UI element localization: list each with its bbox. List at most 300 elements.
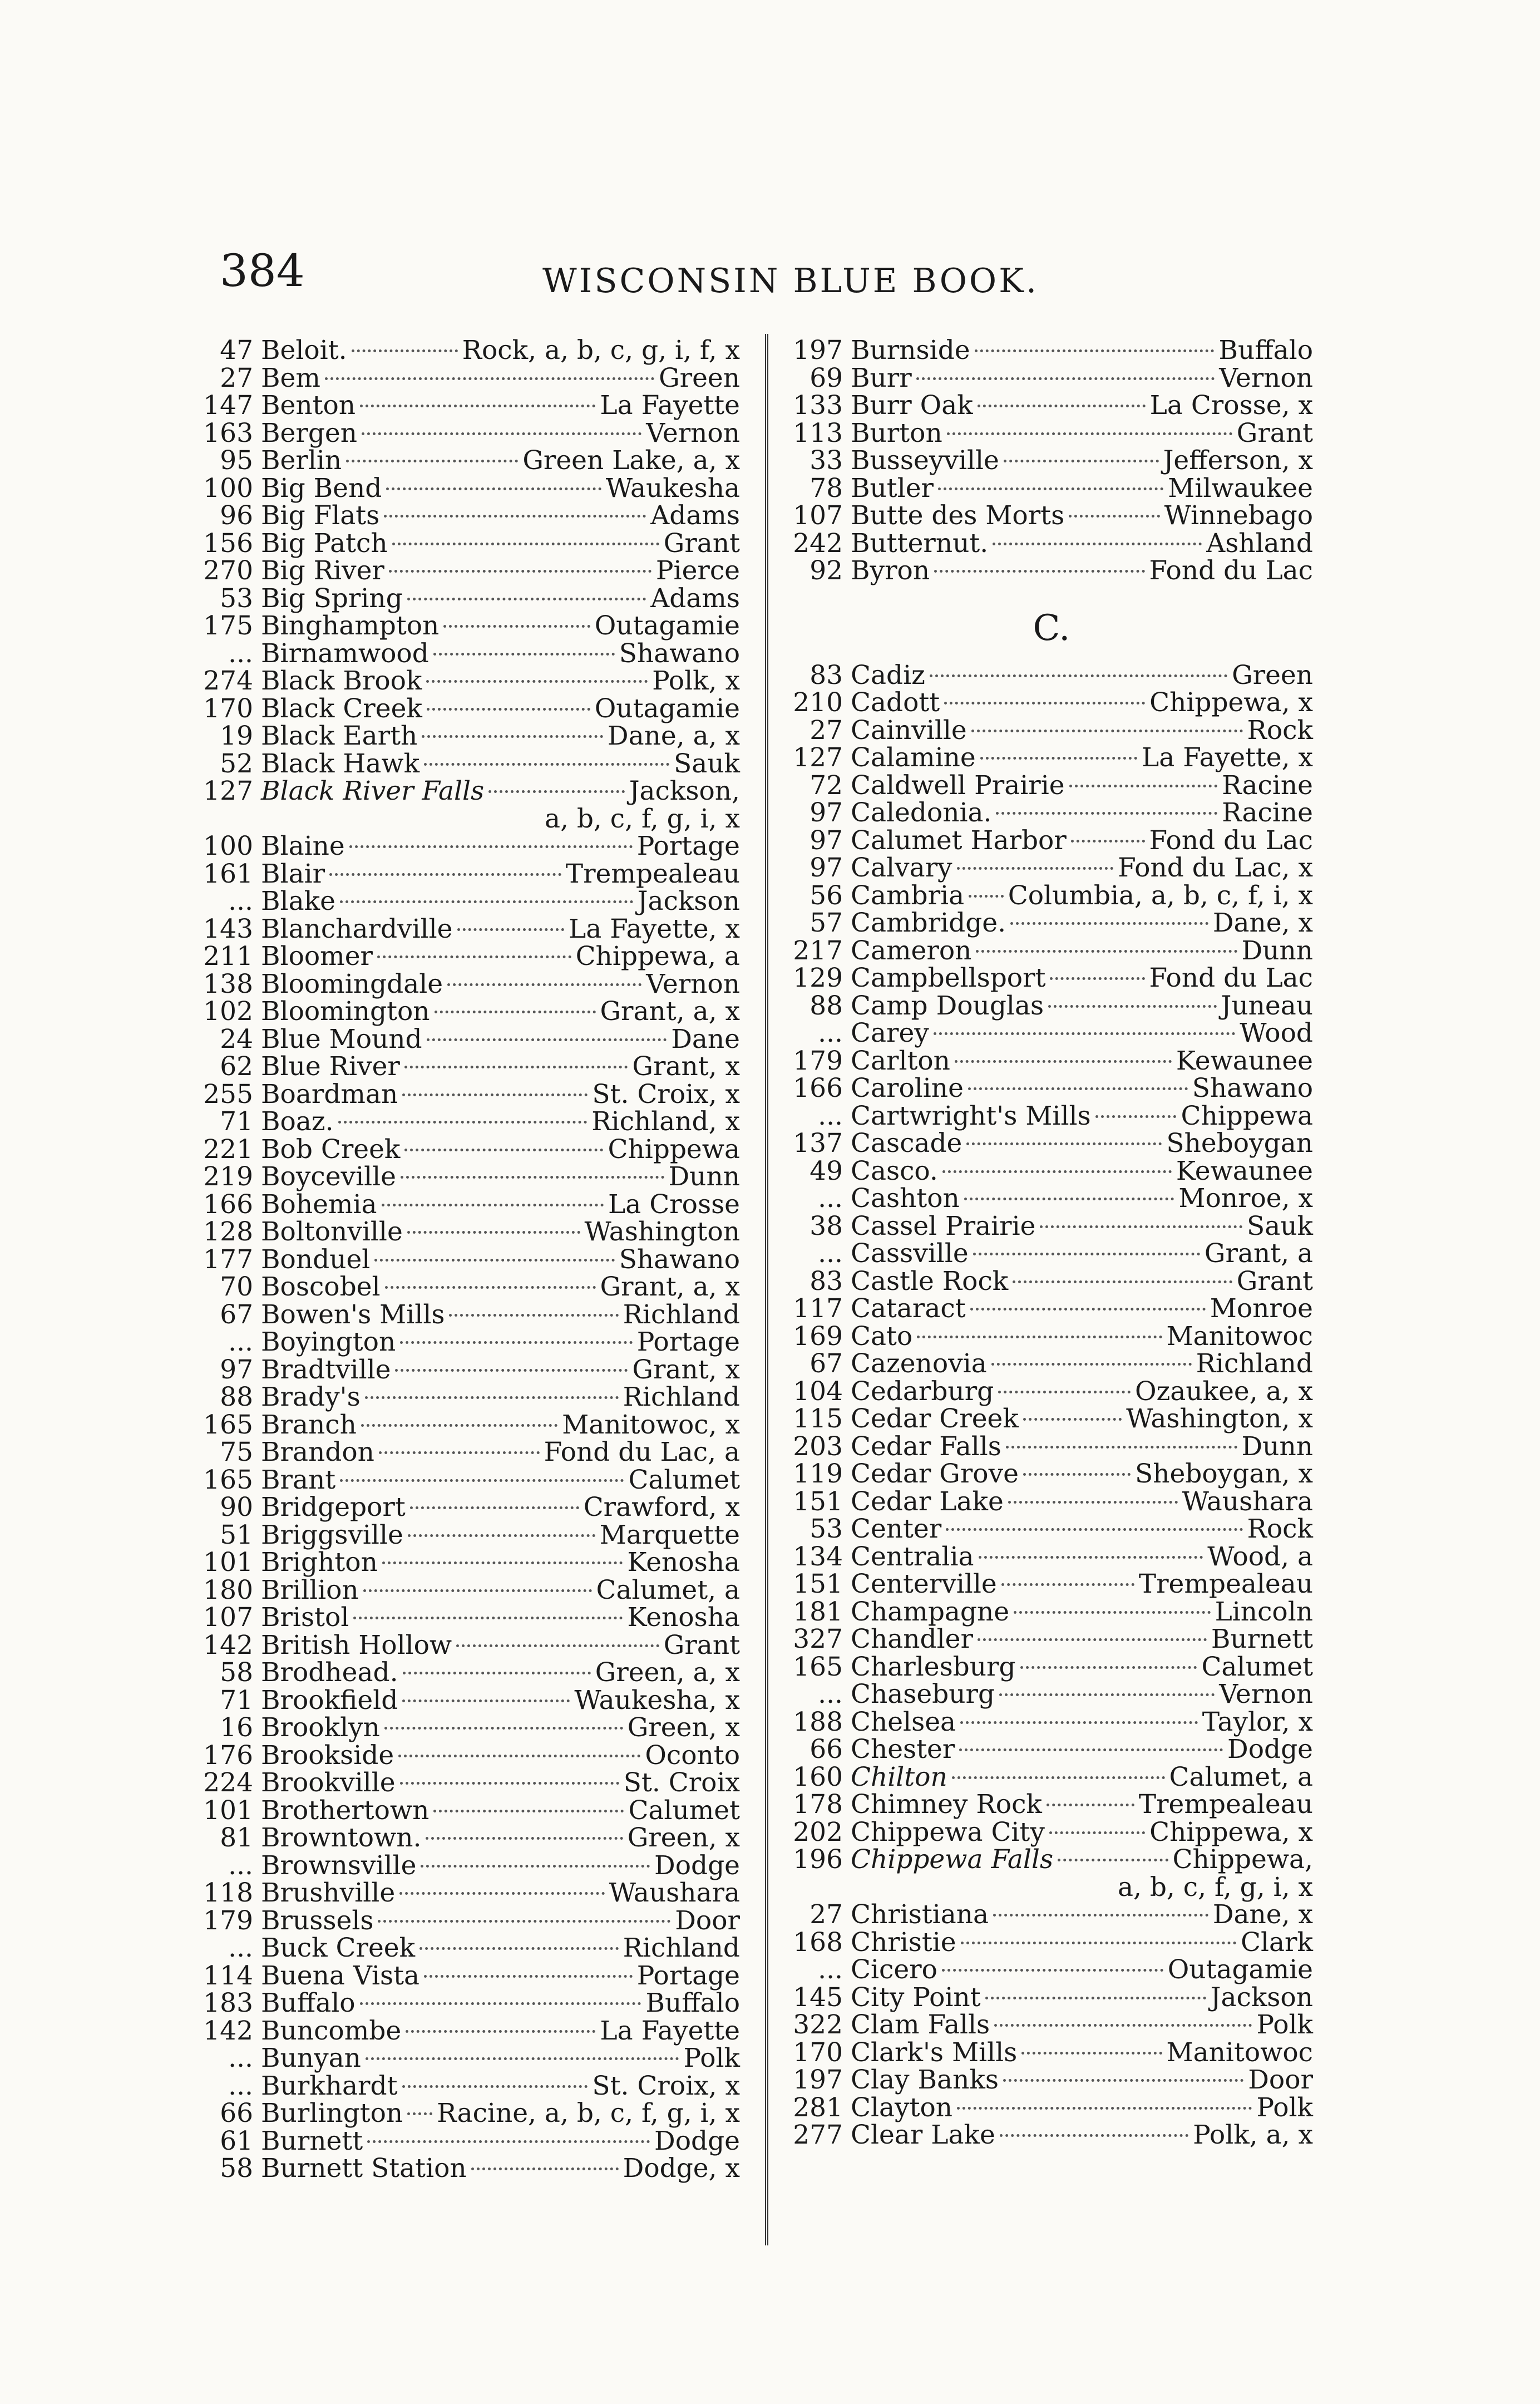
entry-place: Brillion (261, 1574, 359, 1605)
entry-place: Buck Creek (261, 1933, 416, 1963)
leader-dots (1050, 977, 1144, 980)
entry-place: Bowen's Mills (261, 1299, 445, 1330)
index-entry (790, 1350, 1313, 1378)
index-entry (200, 860, 740, 888)
entry-county: Richland (623, 1933, 740, 1963)
section-letter: C. (1033, 607, 1070, 649)
index-entry (200, 1769, 740, 1797)
leader-dots (362, 432, 641, 435)
entry-place: Carey (851, 1018, 929, 1048)
index-entry (200, 2017, 740, 2045)
entry-county: Buffalo (645, 1988, 740, 2018)
entry-place: Caroline (851, 1073, 964, 1104)
entry-county: Grant, x (632, 1051, 740, 1082)
leader-dots (1069, 785, 1217, 787)
leader-dots (340, 900, 633, 903)
entry-county: Polk (1256, 2092, 1313, 2123)
index-entry (790, 2039, 1313, 2067)
index-entry (790, 2121, 1313, 2149)
leader-dots (976, 950, 1237, 953)
leader-dots (938, 487, 1163, 490)
entry-place: Brady's (261, 1382, 361, 1412)
index-entry (200, 1078, 740, 1110)
index-entry (200, 915, 740, 943)
index-entry (200, 557, 740, 585)
entry-place: Caldwell Prairie (851, 770, 1065, 801)
entry-county: Calumet (628, 1795, 740, 1826)
leader-dots (424, 1975, 633, 1978)
entry-place: Cataract (851, 1293, 966, 1324)
entry-number: 147 (203, 390, 253, 421)
entry-place: Bristol (261, 1602, 349, 1633)
index-entry (790, 1625, 1313, 1653)
leader-dots (946, 1528, 1242, 1531)
entry-place: Cicero (851, 1954, 937, 1985)
index-entry (790, 772, 1313, 800)
leader-dots (973, 1253, 1200, 1255)
index-entry (790, 417, 1313, 449)
entry-place: Big River (261, 555, 384, 586)
entry-place: Burr Oak (851, 390, 973, 421)
index-entry (790, 1130, 1313, 1157)
index-entry (790, 447, 1313, 475)
entry-number: 183 (203, 1988, 253, 2018)
entry-number: 104 (793, 1376, 843, 1407)
entry-number: 67 (220, 1299, 253, 1330)
index-entry (200, 805, 740, 833)
leader-dots (456, 1644, 659, 1647)
entry-county: Shawano (1192, 1073, 1313, 1104)
entry-county: Grant (1236, 417, 1313, 449)
leader-dots (968, 1087, 1188, 1090)
entry-county: Taylor, x (1202, 1706, 1313, 1737)
entry-county: La Fayette (600, 2015, 740, 2046)
entry-place: Chilton (851, 1761, 947, 1792)
entry-number: 24 (220, 1023, 253, 1055)
entry-place: Butternut. (851, 528, 989, 559)
index-entry (200, 1879, 740, 1907)
entry-place: Clear Lake (851, 2120, 995, 2150)
entry-place: Bloomer (261, 941, 373, 972)
index-entry (790, 1210, 1313, 1242)
index-entry (790, 882, 1313, 910)
entry-number: 88 (810, 990, 843, 1021)
leader-dots (1021, 2052, 1162, 2055)
entry-number: 58 (220, 1657, 253, 1688)
entry-number: 166 (793, 1073, 843, 1104)
entry-place: Center (851, 1514, 942, 1544)
index-entry (200, 392, 740, 420)
entry-county: Kenosha (627, 1547, 740, 1578)
leader-dots (325, 377, 654, 380)
index-entry (790, 1488, 1313, 1516)
entry-place: Brothertown (261, 1795, 430, 1826)
index-entry (200, 2100, 740, 2127)
index-entry (200, 1494, 740, 1521)
entry-place: Cainville (851, 715, 967, 746)
index-entry (790, 337, 1313, 364)
entry-place: Brookside (261, 1740, 394, 1771)
index-entry (200, 2127, 740, 2155)
leader-dots (408, 1534, 595, 1537)
leader-dots (1014, 1611, 1210, 1614)
entry-place: Boyceville (261, 1161, 396, 1192)
index-entry (790, 557, 1313, 585)
entry-place: Boyington (261, 1327, 396, 1357)
entry-county: Clark (1241, 1927, 1313, 1958)
entry-place: Buncombe (261, 2015, 402, 2046)
entry-place: Christie (851, 1927, 956, 1958)
entry-number: 151 (793, 1486, 843, 1517)
entry-number: 145 (793, 1982, 843, 2013)
entry-place: Bonduel (261, 1244, 371, 1275)
leader-dots (367, 2140, 650, 2143)
entry-number: 53 (810, 1514, 843, 1544)
entry-number: 175 (203, 610, 253, 641)
entry-number: 92 (810, 555, 843, 586)
entry-county: Sauk (674, 748, 740, 779)
entry-number: 57 (810, 908, 843, 938)
index-entry (200, 612, 740, 640)
entry-county: Pierce (655, 555, 740, 586)
entry-place: Bergen (261, 417, 357, 449)
leader-dots (360, 2002, 641, 2005)
index-entry (200, 1411, 740, 1439)
leader-dots (999, 1693, 1215, 1696)
index-entry (790, 1102, 1313, 1130)
index-entry (200, 1023, 740, 1055)
entry-county: Burnett (1211, 1624, 1313, 1654)
entry-number: 179 (793, 1045, 843, 1076)
entry-place: Charlesburg (851, 1651, 1016, 1682)
entry-county: Grant (1236, 1265, 1313, 1297)
entry-number: 96 (220, 500, 253, 531)
entry-county: Trempealeau (565, 858, 740, 889)
entry-county: Green (659, 362, 740, 393)
entry-place: Bob Creek (261, 1134, 401, 1165)
entry-place: Christiana (851, 1899, 989, 1930)
leader-dots (392, 543, 659, 545)
entry-place: Calumet Harbor (851, 825, 1067, 856)
entry-county: Richland (1196, 1348, 1313, 1379)
entry-county: Outagamie (594, 693, 740, 724)
leader-dots (385, 1286, 596, 1289)
leader-dots (407, 2112, 432, 2115)
entry-county: Adams (650, 500, 740, 531)
leader-dots (1047, 1804, 1134, 1806)
index-entry (790, 1816, 1313, 1848)
index-entry (200, 1053, 740, 1081)
leader-dots (961, 1942, 1236, 1944)
column-divider (765, 334, 768, 2245)
leader-dots (379, 1451, 540, 1454)
entry-number: 170 (793, 2037, 843, 2068)
index-entry (790, 909, 1313, 937)
leader-dots (1004, 460, 1159, 462)
leader-dots (1071, 840, 1145, 843)
leader-dots (985, 1997, 1206, 1999)
entry-county: Richland (623, 1382, 740, 1412)
entry-place: Cedar Grove (851, 1459, 1019, 1489)
leader-dots (978, 405, 1146, 407)
entry-number: 274 (203, 666, 253, 696)
entry-number: 180 (203, 1574, 253, 1605)
leader-dots (957, 2107, 1252, 2110)
index-entry (200, 888, 740, 915)
entry-county: Grant (663, 528, 740, 559)
index-entry (790, 1871, 1313, 1903)
entry-county: Crawford, x (583, 1492, 740, 1523)
entry-number: 107 (203, 1602, 253, 1633)
entry-county: a, b, c, f, g, i, x (1117, 1871, 1313, 1903)
entry-place: Burlington (261, 2098, 403, 2129)
index-entry (200, 1108, 740, 1136)
index-entry (200, 1383, 740, 1411)
leader-dots (993, 543, 1202, 545)
entry-place: Berlin (261, 445, 342, 476)
entry-county: Grant, a, x (600, 1272, 740, 1302)
index-entry (790, 472, 1313, 504)
leader-dots (960, 1721, 1198, 1724)
entry-county: Manitowoc (1166, 2037, 1313, 2068)
entry-place: Clayton (851, 2092, 953, 2123)
entry-county: Portage (636, 1960, 740, 1991)
index-entry (200, 1246, 740, 1274)
index-entry (790, 2094, 1313, 2122)
leader-dots (378, 1920, 670, 1923)
leader-dots (384, 1727, 623, 1730)
entry-county: La Fayette (600, 390, 740, 421)
leader-dots (427, 1038, 667, 1041)
leader-dots (433, 1810, 624, 1812)
index-entry (200, 1989, 740, 2017)
index-entry (200, 1301, 740, 1329)
entry-place: Boscobel (261, 1272, 381, 1302)
entry-county: Dunn (1241, 935, 1313, 966)
leader-dots (1095, 1115, 1177, 1118)
leader-dots (998, 1391, 1131, 1393)
index-entry (200, 1136, 740, 1164)
index-entry (200, 1659, 740, 1687)
leader-dots (994, 2024, 1252, 2027)
leader-dots (996, 812, 1217, 815)
entry-county: Dunn (1241, 1431, 1313, 1462)
index-entry (790, 689, 1313, 717)
entry-place: Burkhardt (261, 2070, 398, 2101)
leader-dots (969, 895, 1004, 898)
entry-number: 196 (793, 1844, 843, 1875)
index-entry (200, 337, 740, 364)
entry-number: 165 (203, 1464, 253, 1495)
entry-place: Castle Rock (851, 1265, 1009, 1297)
entry-place: Cartwright's Mills (851, 1100, 1091, 1131)
entry-place: Calamine (851, 742, 976, 773)
entry-place: Buena Vista (261, 1960, 420, 1991)
entry-place: Brooklyn (261, 1712, 380, 1743)
entry-place: Champagne (851, 1596, 1010, 1627)
entry-number: 197 (793, 2065, 843, 2095)
leader-dots (1003, 2079, 1243, 2082)
index-entry (790, 1956, 1313, 1984)
entry-county: Jackson (1210, 1982, 1313, 2013)
leader-dots (404, 1149, 603, 1151)
leader-dots (916, 377, 1215, 380)
leader-dots (970, 1308, 1206, 1311)
entry-place: Blake (261, 886, 335, 917)
leader-dots (1048, 1005, 1216, 1008)
index-entry (200, 1907, 740, 1935)
entry-place: Brighton (261, 1547, 378, 1578)
entry-county: Fond du Lac, x (1118, 853, 1313, 883)
leader-dots (1069, 515, 1159, 518)
entry-number: ... (818, 1100, 843, 1131)
leader-dots (917, 1336, 1162, 1338)
entry-county: Wood, a (1207, 1541, 1313, 1572)
entry-place: Cedar Lake (851, 1486, 1004, 1517)
index-entry (200, 1824, 740, 1852)
leader-dots (964, 1198, 1174, 1200)
entry-number: 81 (220, 1822, 253, 1853)
index-entry (200, 2155, 740, 2183)
index-entry (790, 392, 1313, 420)
leader-dots (433, 653, 615, 656)
index-entry (790, 827, 1313, 855)
entry-number: 134 (793, 1541, 843, 1572)
index-entry (790, 1460, 1313, 1488)
entry-number: 217 (793, 935, 843, 966)
entry-number: 137 (793, 1128, 843, 1159)
entry-place: Birnamwood (261, 638, 429, 669)
leader-dots (979, 1556, 1203, 1559)
entry-number: 19 (220, 721, 253, 751)
entry-number: 142 (203, 1629, 253, 1661)
entry-number: 277 (793, 2120, 843, 2150)
entry-place: Bradtville (261, 1354, 391, 1385)
leader-dots (426, 1837, 623, 1840)
leader-dots (1020, 1666, 1197, 1669)
entry-number: 127 (793, 742, 843, 773)
leader-dots (1023, 1418, 1122, 1421)
entry-county: Fond du Lac (1149, 555, 1313, 586)
entry-county: Sauk (1247, 1210, 1313, 1242)
entry-number: 115 (793, 1403, 843, 1434)
entry-county: Jackson (637, 886, 740, 917)
leader-dots (959, 1748, 1223, 1751)
entry-place: Big Patch (261, 528, 388, 559)
entry-number: 27 (220, 362, 253, 393)
leader-dots (366, 2057, 679, 2060)
entry-place: Beloit. (261, 335, 347, 366)
entry-county: Milwaukee (1168, 472, 1313, 504)
index-entry (790, 964, 1313, 992)
index-entry (790, 1570, 1313, 1598)
entry-number: 53 (220, 583, 253, 614)
entry-number: 69 (810, 362, 843, 393)
entry-county: Vernon (646, 417, 740, 449)
index-entry (200, 1962, 740, 1990)
entry-number: 143 (203, 913, 253, 944)
entry-place: Boltonville (261, 1216, 403, 1247)
entry-place: Chandler (851, 1624, 973, 1654)
entry-place: Cato (851, 1321, 913, 1352)
entry-number: 219 (203, 1161, 253, 1192)
entry-place: Blue Mound (261, 1023, 422, 1055)
entry-place: Cassville (851, 1238, 969, 1269)
leader-dots (395, 1369, 628, 1372)
entry-place: Chippewa City (851, 1816, 1045, 1848)
entry-county: Rock (1247, 1514, 1313, 1544)
page-title: WISCONSIN BLUE BOOK. (542, 262, 1039, 300)
index-entry (790, 1681, 1313, 1708)
entry-county: Vernon (646, 968, 740, 999)
leader-dots (407, 1231, 580, 1234)
entry-county: Calumet (1201, 1651, 1313, 1682)
entry-number: ... (228, 638, 253, 669)
leader-dots (435, 1011, 596, 1013)
entry-number: 52 (220, 748, 253, 779)
entry-number: 322 (793, 2009, 843, 2040)
entry-county: Polk (683, 2043, 740, 2073)
leader-dots (942, 1969, 1163, 1972)
leader-dots (488, 790, 625, 793)
leader-dots (952, 1776, 1165, 1779)
entry-county: Polk, a, x (1193, 2120, 1313, 2150)
entry-county: Racine (1222, 797, 1313, 828)
entry-county: Monroe, x (1178, 1183, 1313, 1214)
leader-dots (400, 1782, 619, 1785)
entry-county: Dane, x (1212, 1899, 1313, 1930)
index-entry (200, 695, 740, 723)
entry-place: Cameron (851, 935, 972, 966)
entry-county: Calumet, a (596, 1574, 740, 1605)
entry-place: Bloomingdale (261, 968, 443, 999)
entry-number: ... (818, 1954, 843, 1985)
leader-dots (457, 928, 565, 931)
leader-dots (955, 1060, 1172, 1063)
index-entry (790, 1653, 1313, 1681)
entry-number: 51 (220, 1519, 253, 1550)
index-entry (790, 1763, 1313, 1791)
entry-number: 49 (810, 1155, 843, 1186)
index-entry (200, 750, 740, 778)
entry-place: Bloomington (261, 996, 430, 1027)
index-entry (200, 832, 740, 860)
entry-number: 163 (203, 417, 253, 449)
leader-dots (340, 1479, 624, 1482)
index-entry (790, 502, 1313, 530)
index-entry (200, 1521, 740, 1549)
entry-county: La Fayette, x (1142, 742, 1313, 773)
entry-number: 117 (793, 1293, 843, 1324)
entry-number: 27 (810, 715, 843, 746)
entry-county: Dodge (654, 1850, 740, 1881)
entry-place: Bridgeport (261, 1492, 406, 1523)
entry-county: Grant, a, x (600, 996, 740, 1027)
index-entry (790, 1515, 1313, 1543)
index-entry (200, 777, 740, 805)
leader-dots (966, 1142, 1162, 1145)
entry-county: Vernon (1219, 362, 1313, 393)
index-entry (790, 854, 1313, 882)
entry-place: Casco. (851, 1155, 938, 1186)
leader-dots (338, 1121, 588, 1124)
index-entry (790, 992, 1313, 1020)
leader-dots (346, 460, 518, 462)
entry-number: 224 (203, 1767, 253, 1798)
entry-county: Trempealeau (1138, 1569, 1313, 1599)
entry-place: Brussels (261, 1905, 374, 1936)
entry-number: 165 (203, 1409, 253, 1440)
